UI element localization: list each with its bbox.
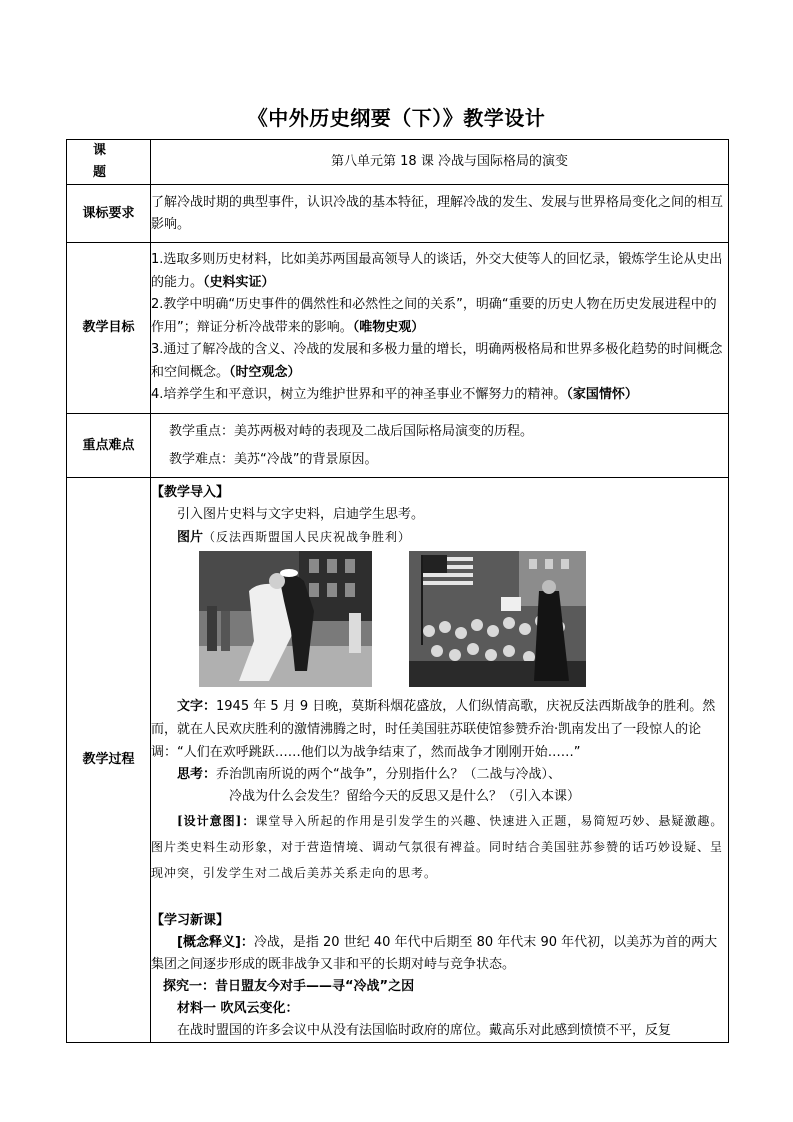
intro-heading: 【教学导入】 bbox=[151, 485, 230, 500]
document-title: 《中外历史纲要（下）》教学设计 bbox=[247, 106, 546, 130]
key-focus: 教学重点：美苏两极对峙的表现及二战后国际格局演变的历程。 bbox=[169, 423, 534, 439]
value-standard: 了解冷战时期的典型事件，认识冷战的基本特征，理解冷战的发生、发展与世界格局变化之间的相互影响。 bbox=[151, 185, 729, 243]
row-key bbox=[67, 414, 729, 478]
intro-line: 引入图片史料与文字史料，启迪学生思考。 bbox=[177, 507, 425, 522]
photo-victory-crowd bbox=[409, 551, 586, 687]
picture-line: 图片（反法西斯盟国人民庆祝战争胜利） bbox=[177, 530, 412, 545]
think-q1: 思考：乔治凯南所说的两个“战争”，分别指什么？（二战与冷战）、 bbox=[177, 767, 561, 782]
goal-item: 2.教学中明确“历史事件的偶然性和必然性之间的关系”，明确“重要的历史人物在历史发展进程中的作用”；辩证分析冷战带来的影响。（唯物史观） bbox=[151, 297, 717, 335]
explore-1-heading: 探究一：昔日盟友今对手——寻“冷战”之因 bbox=[163, 979, 415, 994]
row-process bbox=[67, 478, 729, 1043]
goal-item: 3.通过了解冷战的含义、冷战的发展和多极力量的增长，明确两极格局和世界多极化趋势的时间概念和空间概念。（时空观念） bbox=[151, 342, 723, 380]
material-1-heading: 材料一 吹风云变化： bbox=[177, 1001, 299, 1016]
concept-definition: [概念释义]：冷战，是指 20 世纪 40 年代中后期至 80 年代末 90 年代初，以美苏为首的两大集团之间逐步形成的既非战争又非和平的长期对峙与竞争状态。 bbox=[151, 935, 718, 972]
text-source: 文字：1945 年 5 月 9 日晚，莫斯科烟花盛放，人们纵情高歌，庆祝反法西斯战争的胜利。然而，就在人民欢庆胜利的激情沸腾之时，时任美国驻苏联使馆参赞乔治·凯南发出了一段惊人的论调：“人们在欢呼跳跃……他们以为战争结束了，然而战争才刚刚开始……” bbox=[151, 699, 716, 760]
goal-item: 1.选取多则历史材料，比如美苏两国最高领导人的谈话，外交大使等人的回忆录，锻炼学生论从史出的能力。（史料实证） bbox=[151, 252, 723, 290]
new-lesson-heading: 【学习新课】 bbox=[151, 913, 230, 928]
photo-times-square-kiss bbox=[199, 551, 372, 687]
goal-item: 4.培养学生和平意识，树立为维护世界和平的神圣事业不懈努力的精神。（家国情怀） bbox=[151, 387, 638, 403]
value-topic: 第八单元第 18 课 冷战与国际格局的演变 bbox=[151, 140, 729, 185]
material-1-body: 在战时盟国的许多会议中从没有法国临时政府的席位。戴高乐对此感到愤愤不平，反复 bbox=[177, 1023, 672, 1038]
design-intent: [设计意图]：课堂导入所起的作用是引发学生的兴趣、快速进入正题，易简短巧妙、悬疑激趣。图片类史料生动形象，对于营造情境、调动气氛很有裨益。同时结合美国驻苏参赞的话巧妙设疑、呈现冲突，引发学生对二战后美苏关系走向的思考。 bbox=[151, 814, 724, 880]
row-goals bbox=[67, 243, 729, 414]
goals-list bbox=[151, 243, 729, 414]
label-process: 教学过程 bbox=[67, 478, 151, 1043]
lesson-plan-table bbox=[66, 139, 729, 1043]
think-q2: 冷战为什么会发生？留给今天的反思又是什么？（引入本课） bbox=[229, 789, 581, 804]
row-standard bbox=[67, 185, 729, 243]
label-standard: 课标要求 bbox=[67, 185, 151, 243]
label-key: 重点难点 bbox=[67, 414, 151, 478]
intro-photos bbox=[151, 551, 728, 691]
row-topic bbox=[67, 140, 729, 185]
label-topic: 课 题 bbox=[67, 140, 151, 185]
key-difficulty: 教学难点：美苏“冷战”的背景原因。 bbox=[169, 451, 378, 467]
label-goals: 教学目标 bbox=[67, 243, 151, 414]
